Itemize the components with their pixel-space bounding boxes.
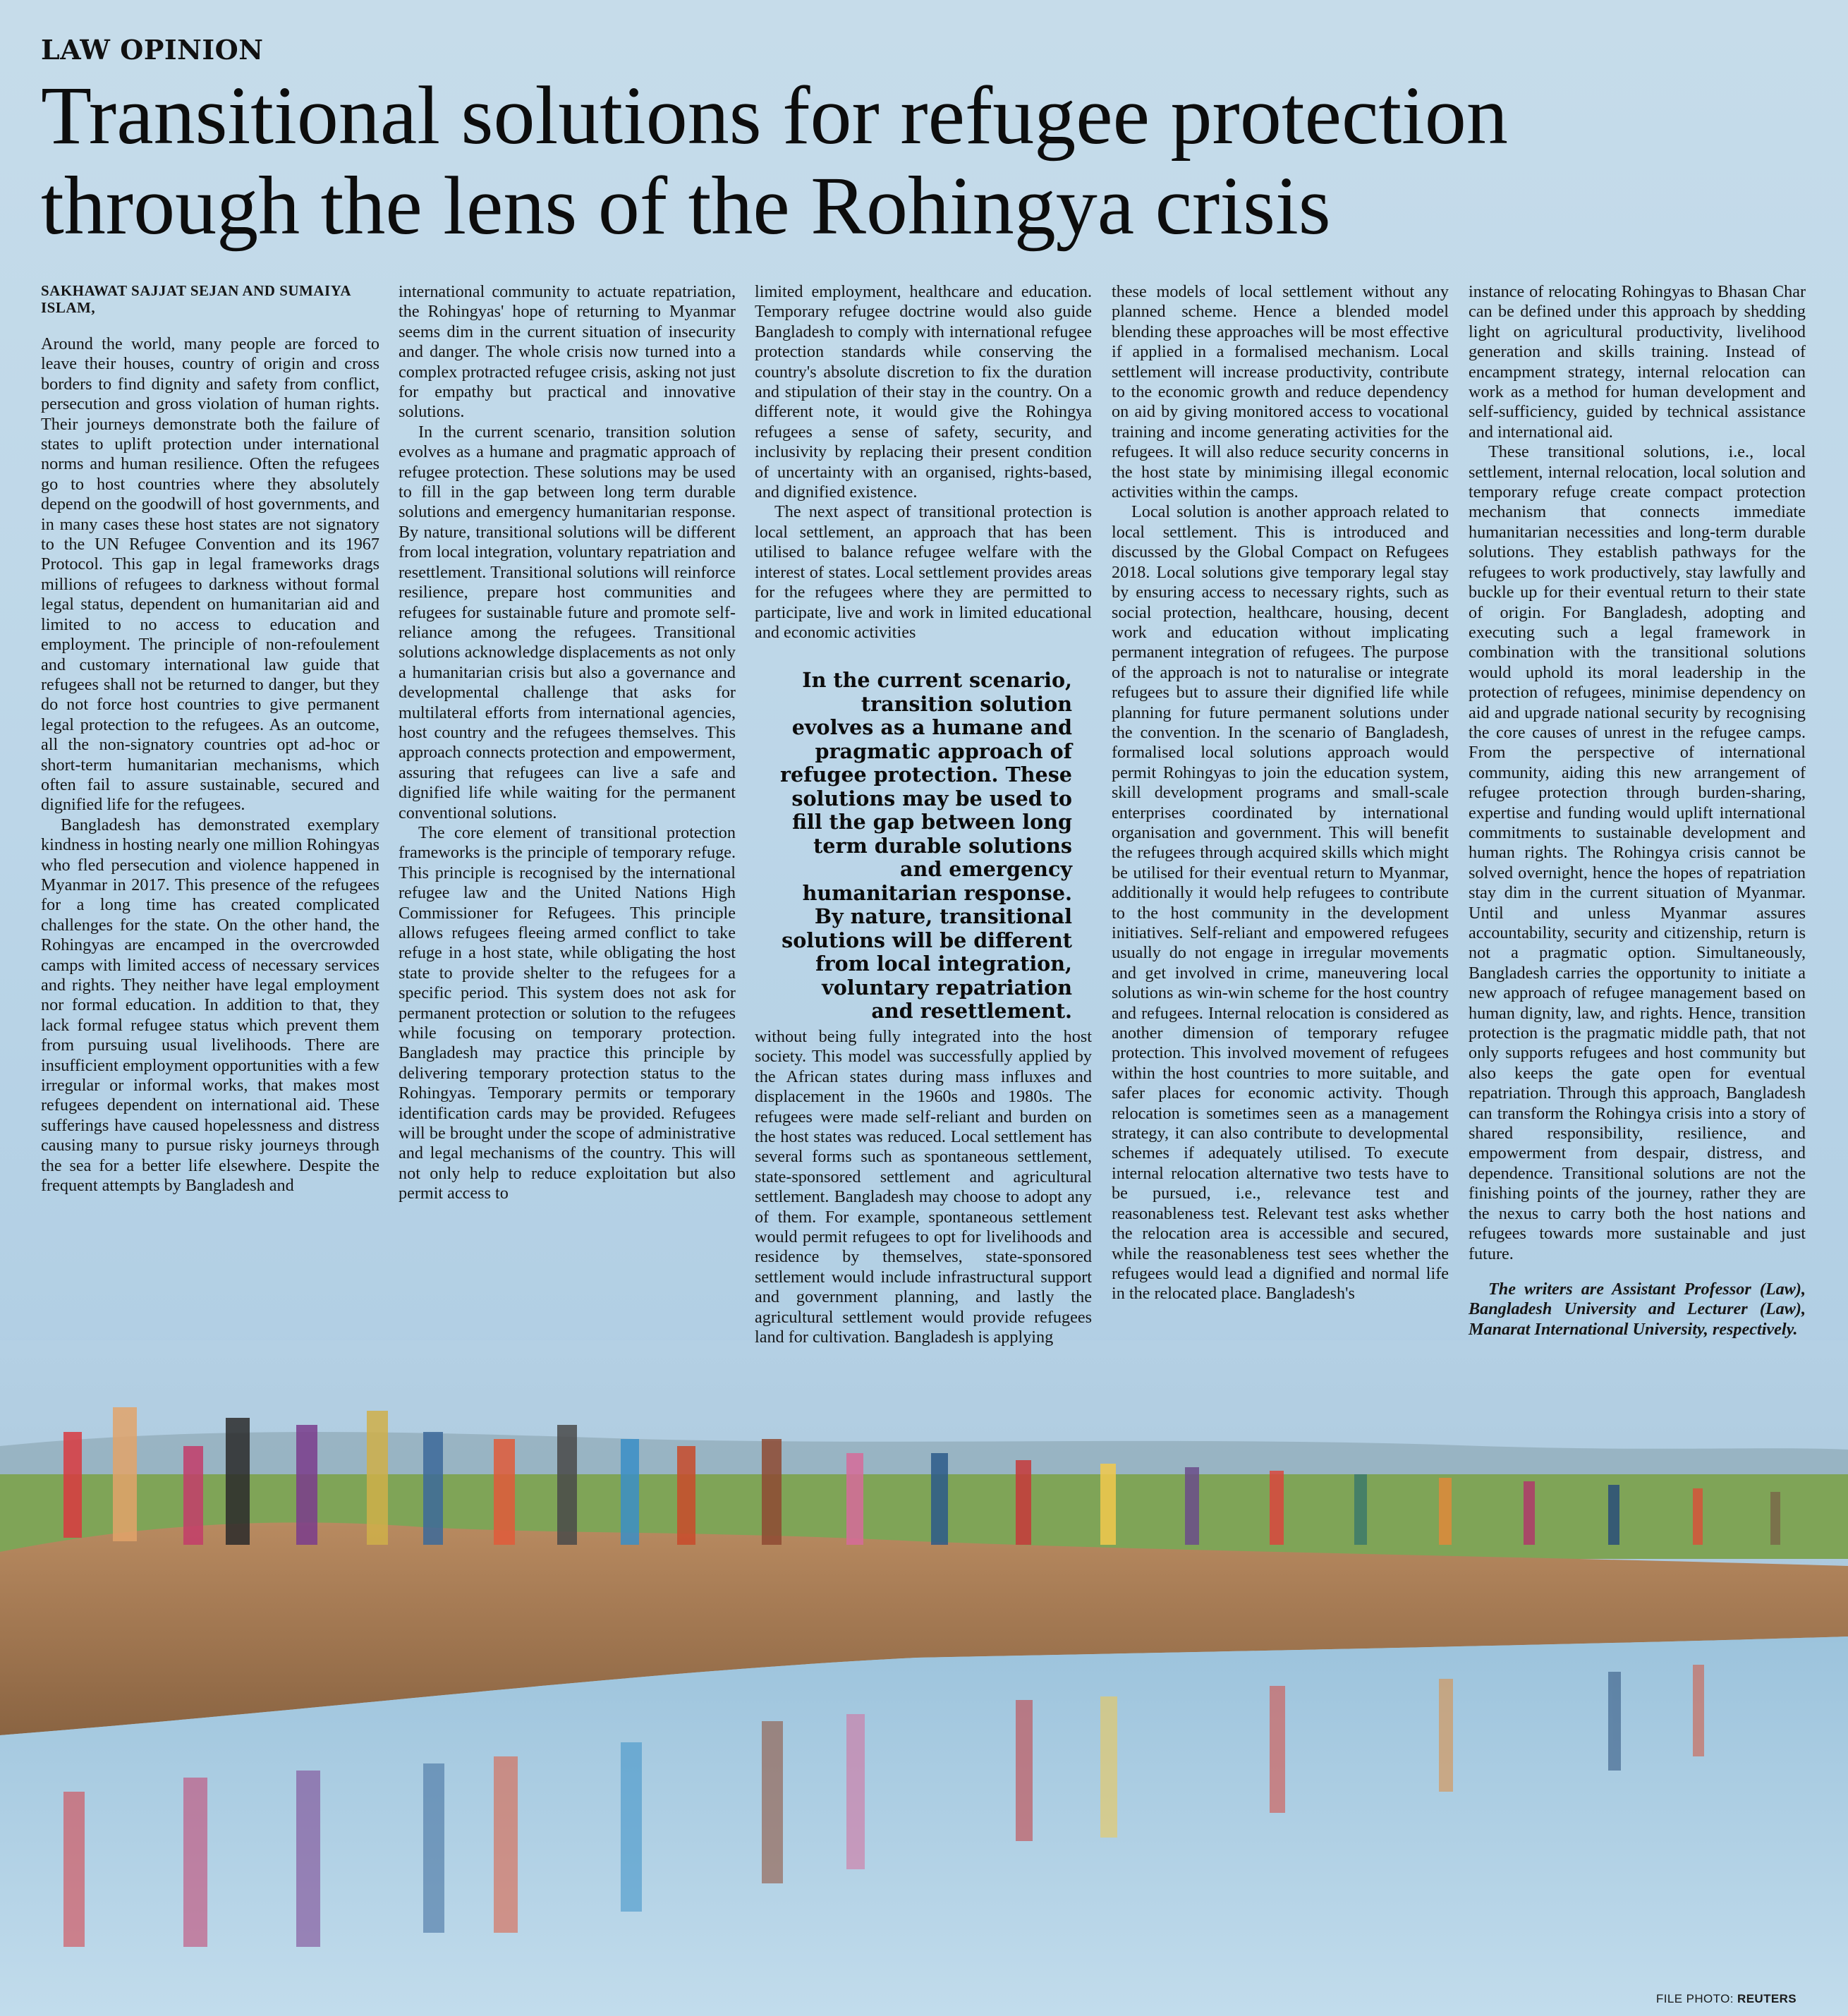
pull-quote-text: In the current scenario, transition solution evolves as a humane and pragmatic approach of refugee protection. These solutions may be used to fill the gap between long term durable solutions and emergency humanitarian response. By nature, transitional solutions will be different from local integration, voluntary repatriation and resettlement. [779,668,1072,1023]
column-3 [755,282,1092,643]
headline-line-2: through the lens of the Rohingya crisis [41,159,1331,252]
photo-credit-label: FILE PHOTO: [1656,1992,1734,2005]
paragraph: The next aspect of transitional protection is local settlement, an approach that has been utilised to balance refugee welfare with the interest of states. Local settlement provides areas for the refugees where they are permitted to participate, live and work in limited educational and economic activities [755,502,1092,642]
paragraph: Bangladesh has demonstrated exemplary kindness in hosting nearly one million Rohingyas who fled persecution and violence happened in Myanmar in 2017. This presence of the refugees for a long time has created complicated challenges for the state. On the other hand, the Rohingyas are encamped in the overcrowded camps with limited access of necessary services and rights. They neither have legal employment nor formal education. In addition to that, they lack formal refugee status which prevent them from pursuing usual livelihoods. There are insufficient employment opportunities with a few irregular or informal works, that makes most refugees dependent on international aid. These sufferings have caused hopelessness and distress causing many to pursue risky journeys through the sea for a better life elsewhere. Despite the frequent attempts by Bangladesh and [41,815,379,1196]
column-5 [1469,282,1806,1340]
paragraph: these models of local settlement without any planned scheme. Hence a blended model blending these approaches will be most effective if applied in a formalised mechanism. Local settlement will increase productivity, contribute to the economic growth and reduce dependency on aid by giving monitored access to vocational training and income generating activities for the refugees. It will also reduce security concerns in the host state by minimising illegal economic activities within the camps. [1112,282,1449,502]
byline: SAKHAWAT SAJJAT SEJAN AND SUMAIYA ISLAM, [41,282,351,316]
headline [41,71,1804,251]
paragraph: The core element of transitional protection frameworks is the principle of temporary refuge. This principle is recognised by the international refugee law and the United Nations High Commissioner for Refugees. This principle allows refugees fleeing armed conflict to take refuge in a host state, while obligating the host state to provide shelter to the refugees for a specific period. This system does not ask for permanent protection or solution to the refugees while focusing on temporary protection. Bangladesh may practice this principle by delivering temporary protection status to the Rohingyas. Temporary permits or temporary identification cards may be provided. Refugees will be brought under the scope of administrative and legal mechanisms of the country. This will not only help to reduce exploitation but also permit access to [399,822,736,1203]
column-3-continued [755,1027,1092,1348]
paragraph: instance of relocating Rohingyas to Bhasan Char can be defined under this approach by shedding light on agricultural productivity, livelihood generation and skills training. Instead of encampment strategy, internal relocation can work as a method for human development and self-sufficiency, guided by technical assistance and international aid. [1469,282,1806,442]
paragraph: without being fully integrated into the host society. This model was successfully applied by the African states during mass influxes and displacement in the 1960s and 1980s. The refugees were made self-reliant and burden on the host states was reduced. Local settlement has several forms such as spontaneous settlement, state-sponsored settlement and agricultural settlement. Bangladesh may choose to adopt any of them. For example, spontaneous settlement would permit refugees to opt for livelihoods and residence by themselves, state-sponsored settlement would include infrastructural support and government planning, and lastly the agricultural settlement would provide refugees land for cultivation. Bangladesh is applying [755,1027,1092,1347]
paragraph: Local solution is another approach related to local settlement. This is introduced and discussed by the Global Compact on Refugees 2018. Local solutions give temporary legal stay by ensuring access to necessary rights, such as social protection, healthcare, housing, decent work and education without implicating permanent integration of refugees. The purpose of the approach is not to naturalise or integrate refugees but to assure their dignified life while planning for future permanent solutions under the convention. In the scenario of Bangladesh, formalised local solutions approach would permit Rohingyas to join the education system, skill development programs and small-scale enterprises coordinated by international organisation and government. This will benefit the refugees through acquired skills which might be utilised for their eventual return to Myanmar, additionally it would help refugees to contribute to the host community in the development initiatives. Self-reliant and empowered refugees usually do not engage in irregular movements and get involved in crime, maneuvering local solutions as win-win scheme for the host country and refugees. Internal relocation is considered as another dimension of temporary refugee protection. This involved movement of refugees within the host countries to more suitable, and safer places for economic activity. Though relocation is sometimes seen as a management strategy, it can also contribute to developmental schemes if adequately utilised. To execute internal relocation alternative two tests have to be pursued, i.e., relevance test and reasonableness test. Relevant test asks whether the relocation area is accessible and secured, while the reasonableness test sees whether the refugees would lead a dignified and normal life in the relocated place. Bangladesh's [1112,502,1449,1304]
paragraph: These transitional solutions, i.e., local settlement, internal relocation, local solution and temporary refuge create compact protection mechanism that connects immediate humanitarian necessities and long-term durable solutions. They establish pathways for the refugees to work productively, stay lawfully and buckle up for their eventual return to their state of origin. For Bangladesh, adopting and executing such a legal framework in combination with the transitional solutions would uphold its moral leadership in the protection of refugees, minimise dependency on aid and upgrade national security by recognising the core causes of unrest in the refugee camps. From the perspective of international community, aiding this new arrangement of refugee protection through burden-sharing, expertise and funding would uplift international commitments to sustainable development and human rights. The Rohingya crisis cannot be solved overnight, hence the hopes of repatriation stay dim in the current situation of Myanmar. Until and unless Myanmar assures accountability, security and citizenship, return is not a pragmatic option. Simultaneously, Bangladesh carries the opportunity to initiate a new approach of refugee management based on human dignity, law, and rights. Hence, transition protection is the pragmatic middle path, that not only supports refugees and host community but also keeps the gate open for eventual repatriation. Through this approach, Bangladesh can transform the Rohingya crisis into a story of shared responsibility, resilience, and empowerment from despair, distress, and dependence. Transitional solutions are not the finishing points of the journey, rather they are the nexus to carry both the host nations and refugees towards more sustainable and just future. [1469,442,1806,1263]
refugee-march-photo [0,1340,1848,2016]
paragraph: international community to actuate repatriation, the Rohingyas' hope of returning to Myanmar seems dim in the current situation of insecurity and danger. The whole crisis now turned into a complex protracted refugee crisis, asking not just for empathy but practical and innovative solutions. [399,282,736,422]
column-2 [399,282,736,1204]
section-label: LAW OPINION [41,34,264,66]
author-note: The writers are Assistant Professor (Law), Bangladesh University and Lecturer (Law), Manarat International University, respectively. [1469,1279,1806,1339]
pull-quote [776,669,1072,1024]
photo-credit-source: REUTERS [1737,1992,1797,2005]
paragraph: In the current scenario, transition solution evolves as a humane and pragmatic approach of refugee protection. These solutions may be used to fill in the gap between long term durable solutions and emergency humanitarian response. By nature, transitional solutions will be different from local integration, voluntary repatriation and resettlement. Transitional solutions will reinforce resilience, prepare host communities and refugees for sustainable future and promote self-reliance among the refugees. Transitional solutions acknowledge displacements as not only a humanitarian crisis but also a governance and developmental challenge that asks for multilateral efforts from international agencies, host country and the refugees themselves. This approach connects protection and empowerment, assuring that refugees can live a safe and dignified life while waiting for the permanent conventional solutions. [399,422,736,822]
paragraph: Around the world, many people are forced to leave their houses, country of origin and cross borders to find dignity and safety from conflict, persecution and gross violation of human rights. Their journeys demonstrate both the failure of states to uplift protection under international norms and human resilience. Often the refugees go to host countries where they absolutely depend on the goodwill of host governments, and in many cases these host states are not signatory to the UN Refugee Convention and its 1967 Protocol. This gap in legal frameworks drags millions of refugees to darkness without formal legal status, dependent on humanitarian aid and limited to no access to education and employment. The principle of non-refoulement and customary international law guide that refugees shall not be returned to danger, but they do not force host countries to give permanent legal protection to the refugees. As an outcome, all the non-signatory countries opt ad-hoc or short-term humanitarian mechanisms, which often fail to assure sustainable, secured and dignified life for the refugees. [41,334,379,815]
column-1 [41,282,379,1196]
photo-credit [1656,1992,1797,2006]
column-4 [1112,282,1449,1304]
paragraph: limited employment, healthcare and education. Temporary refugee doctrine would also guide Bangladesh to comply with international refugee protection standards while conserving the country's absolute discretion to fix the duration and stipulation of their stay in the country. On a different note, it would give the Rohingya refugees a sense of safety, security, and inclusivity by replacing their present condition of uncertainty with an organised, rights-based, and dignified existence. [755,282,1092,502]
headline-line-1: Transitional solutions for refugee protection [41,69,1508,162]
